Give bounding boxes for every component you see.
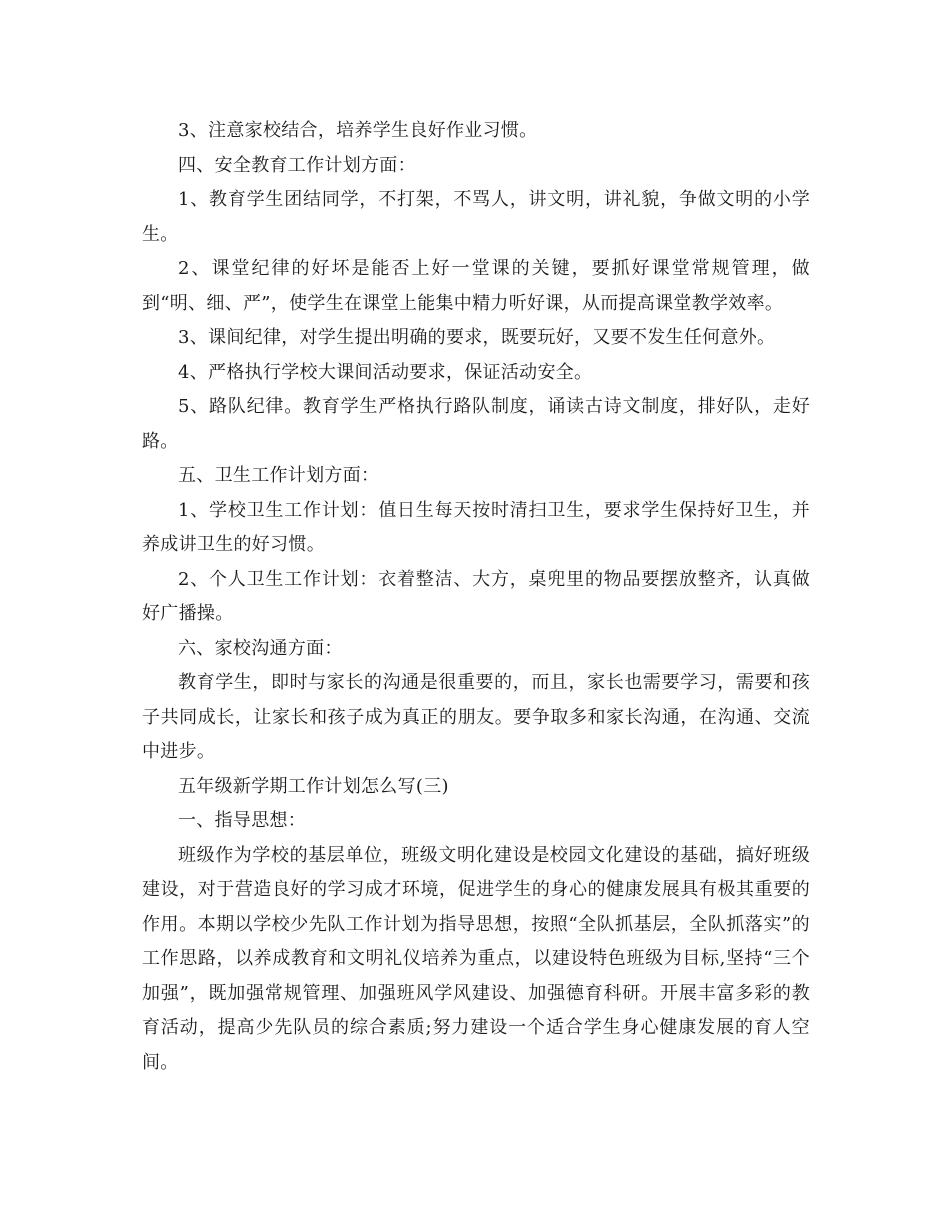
- paragraph: 教育学生，即时与家长的沟通是很重要的，而且，家长也需要学习，需要和孩子共同成长，让家长和孩子成为真正的朋友。要争取多和家长沟通，在沟通、交流中进步。: [142, 672, 810, 762]
- section-heading: 六、家校沟通方面：: [178, 637, 343, 659]
- paragraph: 2、个人卫生工作计划：衣着整洁、大方，桌兜里的物品要摆放整齐，认真做好广播操。: [142, 568, 810, 624]
- document-body: [142, 114, 810, 1080]
- document-subtitle: 五年级新学期工作计划怎么写(三): [178, 775, 449, 797]
- paragraph: 2、课堂纪律的好坏是能否上好一堂课的关键，要抓好课堂常规管理，做到“明、细、严”，使学生在课堂上能集中精力听好课，从而提高课堂教学效率。: [142, 258, 810, 314]
- section-heading: 五、卫生工作计划方面：: [178, 465, 380, 486]
- paragraph: 班级作为学校的基层单位，班级文明化建设是校园文化建设的基础，搞好班级建设，对于营造良好的学习成才环境，促进学生的身心的健康发展具有极其重要的作用。本期以学校少先队工作计划为指导思想，按照“全队抓基层，全队抓落实”的工作思路，以养成教育和文明礼仪培养为重点，以建设特色班级为目标,坚持“三个加强”，既加强常规管理、加强班风学风建设、加强德育科研。开展丰富多彩的教育活动，提高少先队员的综合素质;努力建设一个适合学生身心健康发展的育人空间。: [142, 844, 810, 1073]
- paragraph: 1、学校卫生工作计划：值日生每天按时清扫卫生，要求学生保持好卫生，并养成讲卫生的好习惯。: [142, 499, 810, 555]
- paragraph: 3、注意家校结合，培养学生良好作业习惯。: [178, 120, 538, 141]
- paragraph: 5、路队纪律。教育学生严格执行路队制度，诵读古诗文制度，排好队，走好路。: [142, 396, 810, 452]
- paragraph: 3、课间纪律，对学生提出明确的要求，既要玩好，又要不发生任何意外。: [178, 327, 776, 348]
- section-heading: 一、指导思想：: [178, 810, 307, 831]
- paragraph: 4、严格执行学校大课间活动要求，保证活动安全。: [178, 361, 593, 383]
- paragraph: 1、教育学生团结同学，不打架，不骂人，讲文明，讲礼貌，争做文明的小学生。: [142, 189, 810, 245]
- section-heading: 四、安全教育工作计划方面：: [178, 154, 416, 176]
